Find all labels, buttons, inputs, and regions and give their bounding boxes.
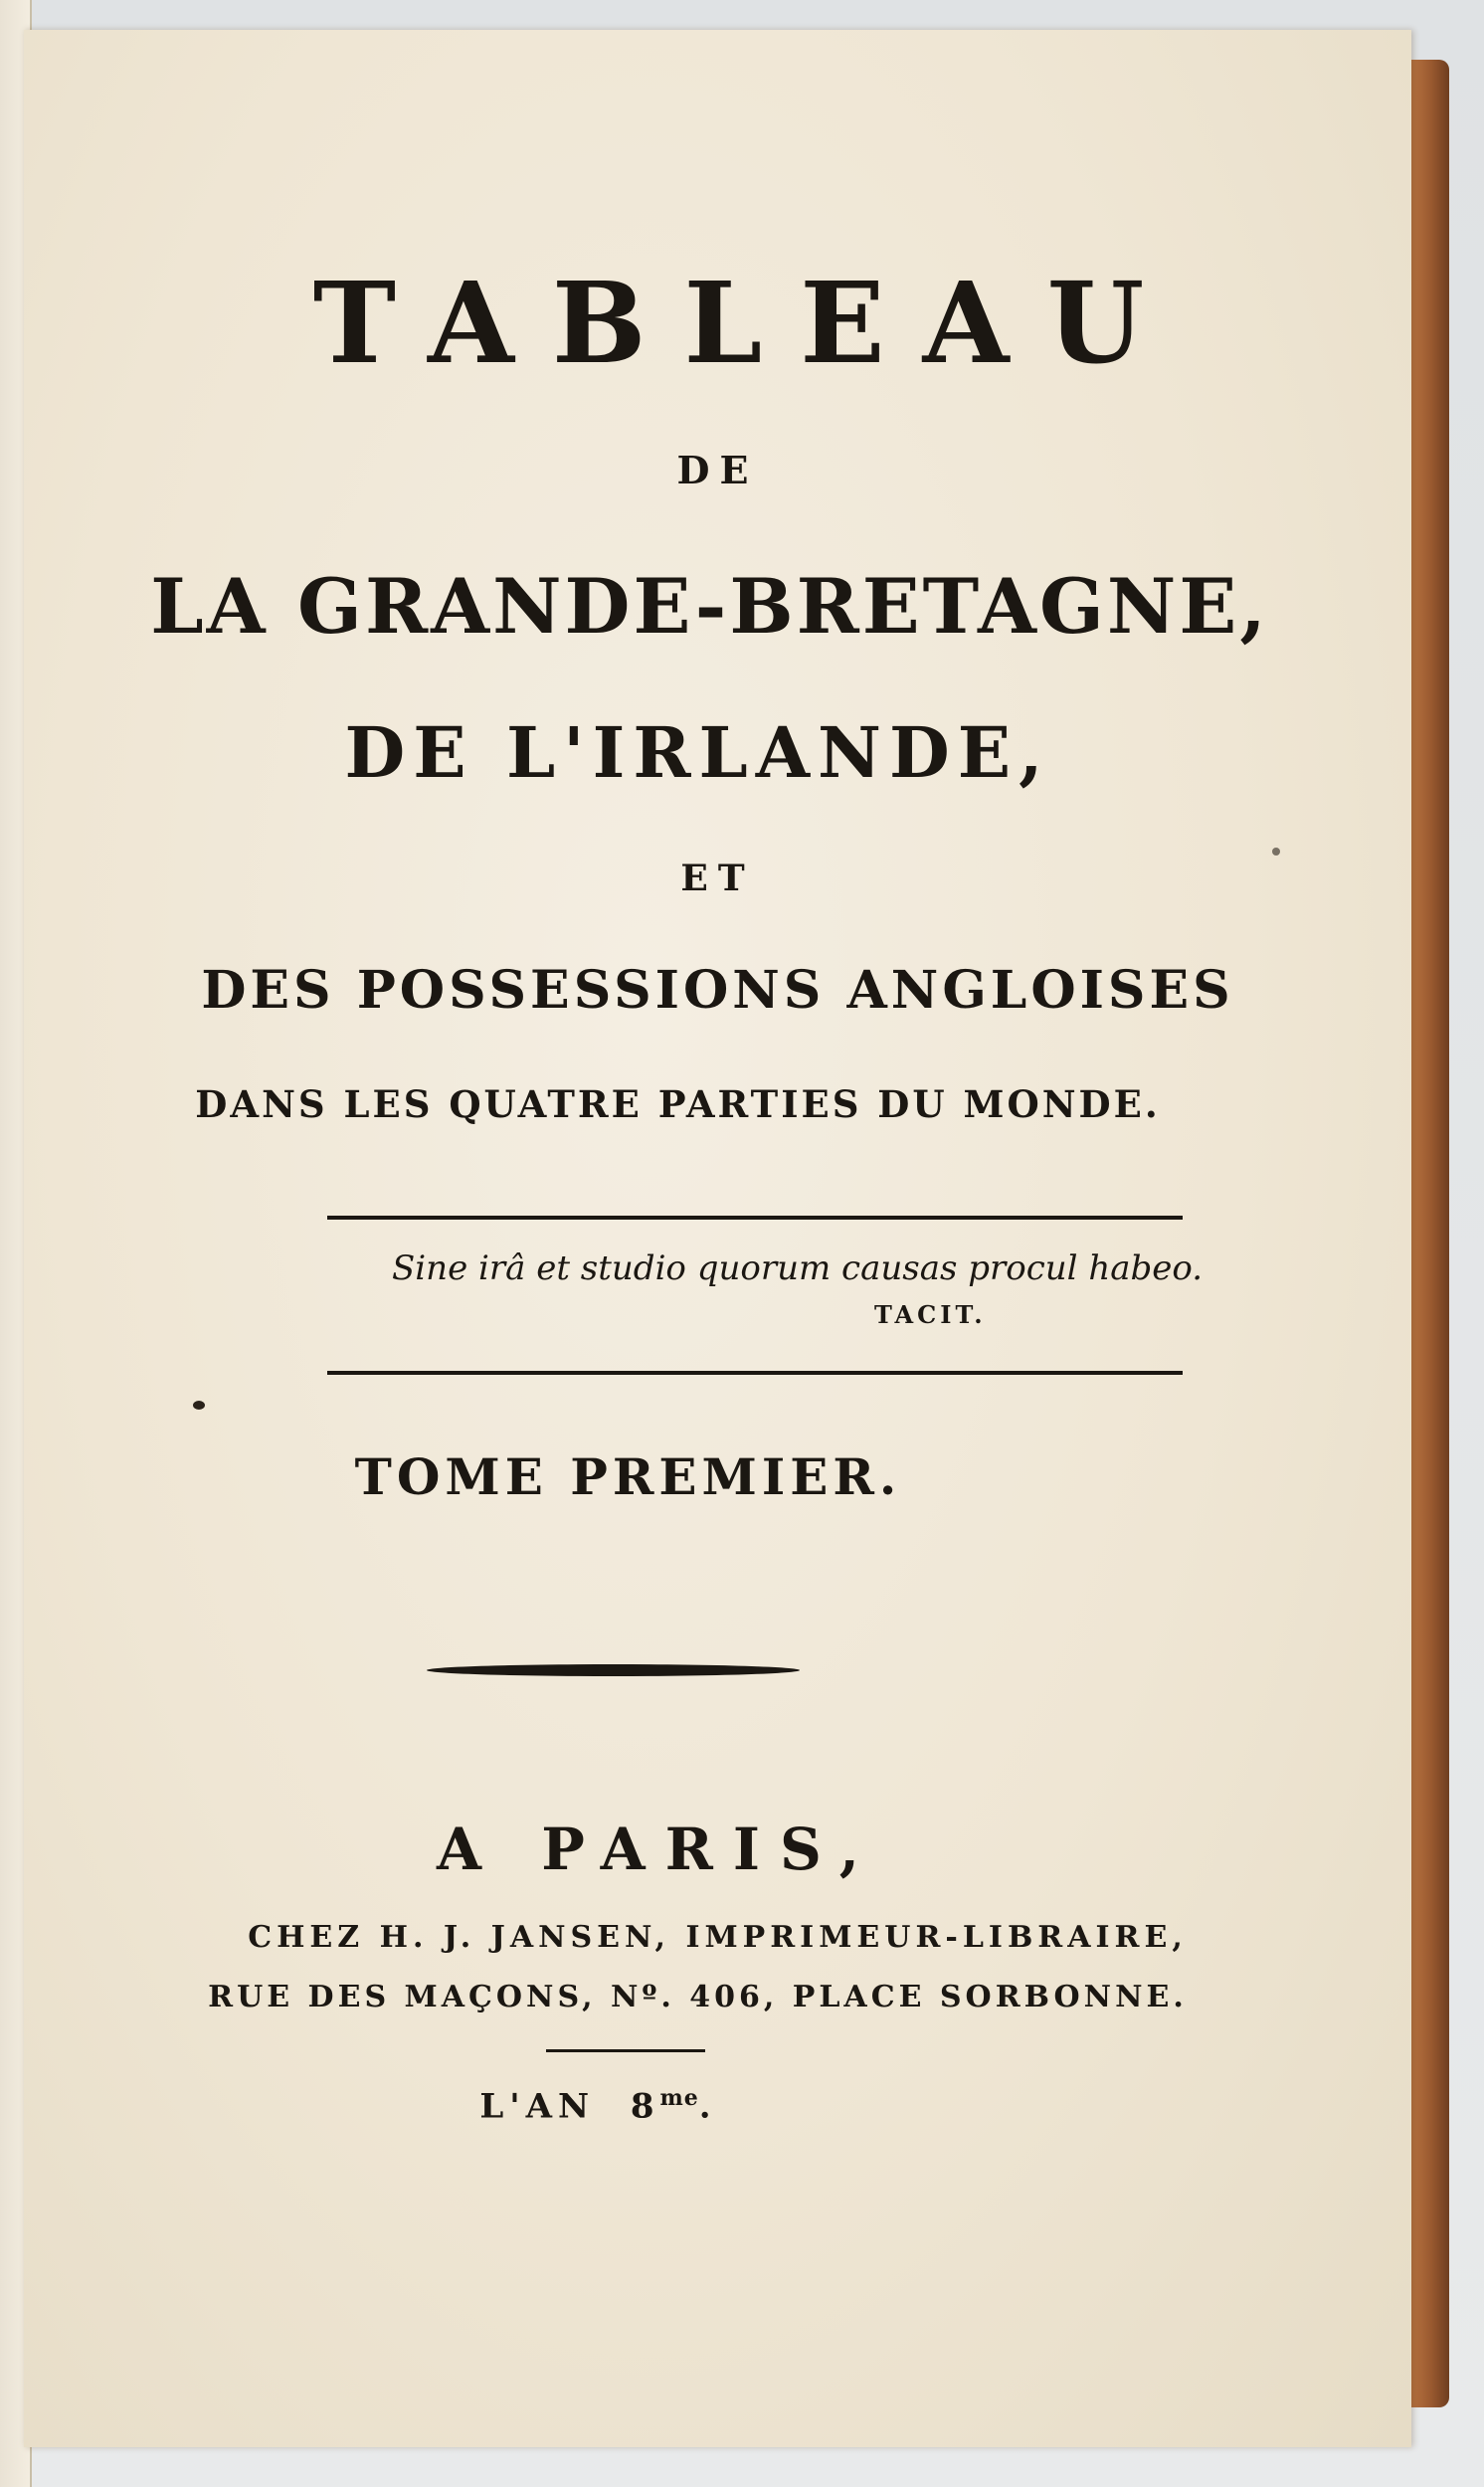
title-connector-de: DE (676, 448, 759, 492)
imprint-date-end: . (698, 2086, 717, 2127)
imprint-date-suffix: me (659, 2085, 699, 2111)
title-page (24, 30, 1411, 2447)
title-connector-et: ET (680, 858, 755, 899)
imprint-date-prefix: L'AN (479, 2086, 596, 2127)
imprint-rule (546, 2049, 705, 2052)
title-line-grande-bretagne: LA GRANDE-BRETAGNE, (150, 562, 1269, 651)
imprint-date (0, 2085, 1292, 2126)
title-line-irlande: DE L'IRLANDE, (344, 711, 1051, 794)
book-title: TABLEAU (312, 259, 1183, 389)
epigraph-quote: Sine irâ et studio quorum causas procul habeo. (392, 1248, 1204, 1288)
imprint-publisher: CHEZ H. J. JANSEN, IMPRIMEUR-LIBRAIRE, (248, 1920, 1188, 1955)
imprint-date-number: 8 (630, 2086, 660, 2127)
title-line-quatre-parties: DANS LES QUATRE PARTIES DU MONDE. (195, 1082, 1161, 1126)
epigraph-bottom-rule (327, 1371, 1183, 1375)
ornamental-rule (427, 1664, 800, 1676)
imprint-city: A PARIS, (437, 1816, 879, 1883)
title-line-possessions: DES POSSESSIONS ANGLOISES (201, 960, 1234, 1021)
imprint-address: RUE DES MAÇONS, Nº. 406, PLACE SORBONNE. (208, 1980, 1188, 2014)
paper-speck (1272, 848, 1280, 856)
epigraph-top-rule (327, 1216, 1183, 1220)
paper-speck (193, 1401, 205, 1410)
epigraph-attribution: TACIT. (874, 1300, 987, 1329)
volume-label: TOME PREMIER. (354, 1447, 902, 1506)
